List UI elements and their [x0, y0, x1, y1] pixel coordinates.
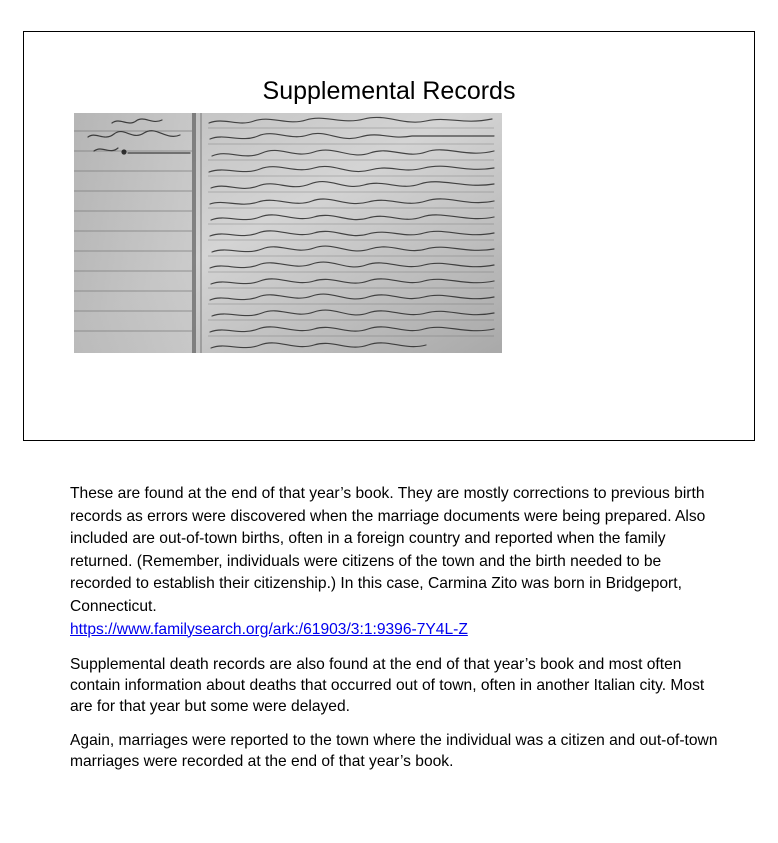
record-scan-icon: [74, 113, 502, 353]
notes-paragraph-2: Supplemental death records are also found at the end of that year’s book and most often contain information about deaths that occurred out of town, often in another Italian city. Most are for that year but some were delayed.: [70, 656, 705, 716]
slide-frame: [23, 31, 755, 441]
handwritten-record-image: [74, 113, 502, 353]
notes-paragraph-1: [70, 483, 720, 641]
slide-title: Supplemental Records: [262, 77, 516, 105]
familysearch-record-link[interactable]: https://www.familysearch.org/ark:/61903/3:1:9396-7Y4L-Z: [70, 620, 468, 638]
notes-paragraph-3: Again, marriages were reported to the town where the individual was a citizen and out-of-town marriages were recorded at the end of that year’s book.: [70, 732, 718, 771]
speaker-notes: [70, 483, 720, 772]
notes-paragraph-1-text: These are found at the end of that year’s book. They are mostly corrections to previous birth records as errors were discovered when the marriage documents were being prepared. Also included are out-of-town births, often in a foreign country and reported when the family returned. (Remember, individuals were citizens of the town and the birth needed to be recorded to establish their citizenship.) In this case, Carmina Zito was born in Bridgeport, Connecticut.: [70, 485, 706, 615]
